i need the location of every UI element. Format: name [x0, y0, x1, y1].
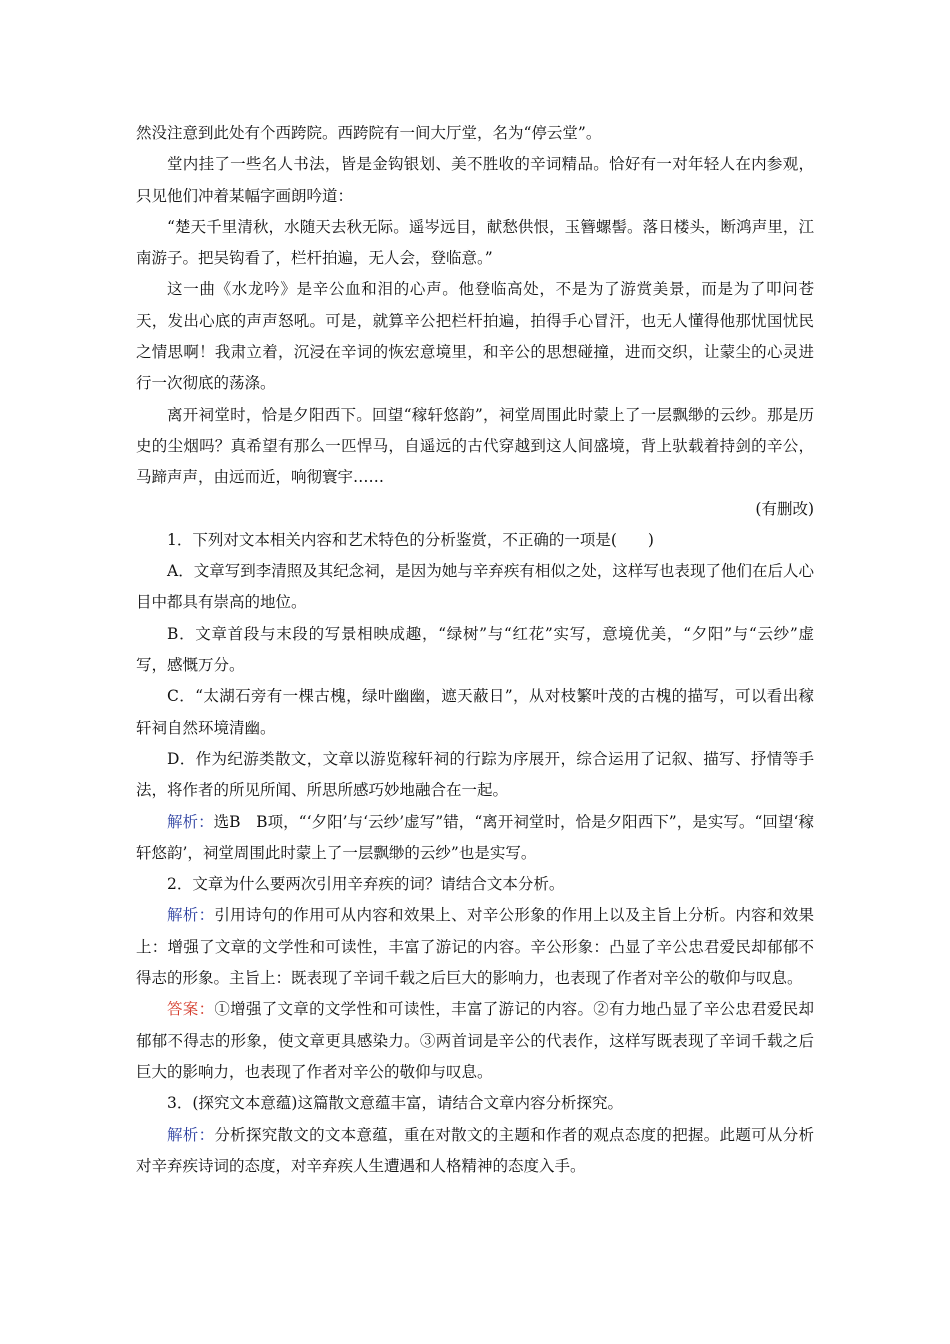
analysis-label: 解析： — [167, 812, 214, 831]
question-1-stem: 1．下列对文本相关内容和艺术特色的分析鉴赏，不正确的一项是( ) — [167, 530, 654, 549]
source-note: (有删改) — [755, 499, 814, 518]
document-page — [136, 118, 814, 1182]
passage-paragraph: 离开祠堂时，恰是夕阳西下。回望“稼轩悠韵”，祠堂周围此时蒙上了一层飘缈的云纱。那是历史的尘烟吗？真希望有那么一匹悍马，自遥远的古代穿越到这人间盛境，背上驮载着持剑的辛公，马蹄声声，由远而近，响彻寰宇…… — [136, 405, 814, 487]
question-3-stem: 3．(探究文本意蕴)这篇散文意蕴丰富，请结合文章内容分析探究。 — [167, 1094, 623, 1113]
passage-paragraph: 堂内挂了一些名人书法，皆是金钩银划、美不胜收的辛词精品。恰好有一对年轻人在内参观，只见他们冲着某幅字画朗吟道： — [136, 155, 814, 205]
passage-paragraph: 这一曲《水龙吟》是辛公血和泪的心声。他登临高处，不是为了游赏美景，而是为了叩问苍天，发出心底的声声怒吼。可是，就算辛公把栏杆拍遍，拍得手心冒汗，也无人懂得他那忧国忧民之情思啊！我肃立着，沉浸在辛词的恢宏意境里，和辛公的思想碰撞，进而交织，让蒙尘的心灵进行一次彻底的荡涤。 — [136, 280, 814, 393]
question-1-analysis — [136, 807, 814, 870]
answer-text: ①增强了文章的文学性和可读性，丰富了游记的内容。②有力地凸显了辛公忠君爱民却郁郁不得志的形象，使文章更具感染力。③两首词是辛公的代表作，这样写既表现了辛词千载之后巨大的影响力，也表现了作者对辛公的敬仰与叹息。 — [136, 1000, 814, 1081]
analysis-text: 选B B项，“‘夕阳’与‘云纱’虚写”错，“离开祠堂时，恰是夕阳西下”，是实写。“回望‘稼轩悠韵’，祠堂周围此时蒙上了一层飘缈的云纱”也是实写。 — [136, 812, 814, 862]
question-2-answer — [136, 994, 814, 1088]
analysis-text: 引用诗句的作用可从内容和效果上、对辛公形象的作用上以及主旨上分析。内容和效果上：增强了文章的文学性和可读性，丰富了游记的内容。辛公形象：凸显了辛公忠君爱民却郁郁不得志的形象。主旨上：既表现了辛词千载之后巨大的影响力，也表现了作者对辛公的敬仰与叹息。 — [136, 906, 814, 988]
question-2-stem: 2．文章为什么要两次引用辛弃疾的词？请结合文本分析。 — [167, 875, 565, 894]
poem-quote: “楚天千里清秋，水随天去秋无际。遥岑远目，献愁供恨，玉簪螺髻。落日楼头，断鸿声里，江南游子。把吴钩看了，栏杆拍遍，无人会，登临意。” — [136, 217, 814, 268]
option-d: D．作为纪游类散文，文章以游览稼轩祠的行踪为序展开，综合运用了记叙、描写、抒情等手法，将作者的所见所闻、所思所感巧妙地融合在一起。 — [136, 749, 814, 800]
option-c: C．“太湖石旁有一棵古槐，绿叶幽幽，遮天蔽日”，从对枝繁叶茂的古槐的描写，可以看出稼轩祠自然环境清幽。 — [136, 687, 814, 737]
answer-label: 答案： — [167, 1000, 215, 1019]
analysis-text: 分析探究散文的文本意蕴，重在对散文的主题和作者的观点态度的把握。此题可从分析对辛弃疾诗词的态度，对辛弃疾人生遭遇和人格精神的态度入手。 — [136, 1125, 814, 1175]
question-3-analysis — [136, 1120, 814, 1183]
question-2-analysis — [136, 900, 814, 994]
option-a: A．文章写到李清照及其纪念祠，是因为她与辛弃疾有相似之处，这样写也表现了他们在后人心目中都具有崇高的地位。 — [136, 562, 814, 612]
analysis-label: 解析： — [167, 906, 215, 925]
analysis-label: 解析： — [167, 1125, 215, 1144]
option-b: B．文章首段与末段的写景相映成趣，“绿树”与“红花”实写，意境优美，“夕阳”与“云纱”虚写，感慨万分。 — [136, 624, 814, 675]
passage-paragraph: 然没注意到此处有个西跨院。西跨院有一间大厅堂，名为“停云堂”。 — [136, 124, 602, 142]
